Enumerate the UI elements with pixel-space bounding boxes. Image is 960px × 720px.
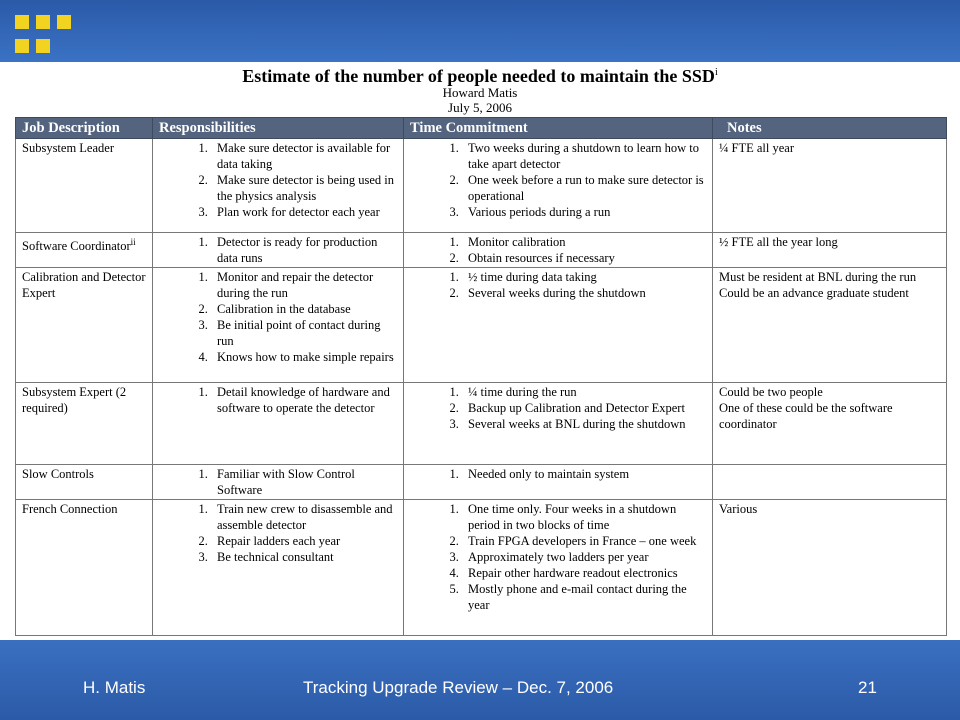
numbered-list bbox=[159, 501, 397, 565]
responsibilities-cell bbox=[153, 268, 404, 383]
responsibility-item: 1. Familiar with Slow Control Software bbox=[211, 466, 397, 498]
responsibilities-cell bbox=[153, 383, 404, 465]
note-line: Must be resident at BNL during the run bbox=[719, 270, 917, 284]
slide-title: Estimate of the number of people needed to maintain the SSD$^i$ bbox=[242, 66, 718, 86]
note-line: Various bbox=[719, 502, 758, 516]
notes-cell bbox=[713, 233, 947, 268]
staffing-table bbox=[15, 117, 947, 636]
job-title: Software Coordinator bbox=[22, 239, 131, 254]
note-line: ½ FTE all the year long bbox=[719, 235, 838, 249]
time-commitment-item: 2. Train FPGA developers in France – one week bbox=[462, 533, 706, 549]
time-commitment-cell bbox=[404, 233, 713, 268]
responsibility-item: 1. Train new crew to disassemble and assemble detector bbox=[211, 501, 397, 533]
job-description-cell bbox=[16, 465, 153, 500]
numbered-list bbox=[410, 140, 706, 220]
numbered-list bbox=[159, 384, 397, 416]
notes-cell bbox=[713, 500, 947, 636]
responsibility-item: 2. Calibration in the database bbox=[211, 301, 397, 317]
job-title: French Connection bbox=[22, 502, 118, 516]
time-commitment-item: 4. Repair other hardware readout electronics bbox=[462, 565, 706, 581]
table-header-row bbox=[16, 118, 947, 139]
numbered-list bbox=[159, 234, 397, 266]
numbered-list bbox=[410, 384, 706, 432]
time-commitment-item: 1. Two weeks during a shutdown to learn how to take apart detector bbox=[462, 140, 706, 172]
responsibilities-cell bbox=[153, 465, 404, 500]
footer-event: Tracking Upgrade Review – Dec. 7, 2006 bbox=[303, 678, 614, 697]
numbered-list bbox=[159, 269, 397, 365]
responsibility-item: 2. Make sure detector is being used in the physics analysis bbox=[211, 172, 397, 204]
note-line: Could be an advance graduate student bbox=[719, 286, 909, 300]
responsibilities-cell bbox=[153, 500, 404, 636]
time-commitment-item: 1. One time only. Four weeks in a shutdown period in two blocks of time bbox=[462, 501, 706, 533]
responsibility-item: 3. Plan work for detector each year bbox=[211, 204, 397, 220]
job-description-cell bbox=[16, 139, 153, 233]
time-commitment-item: 5. Mostly phone and e-mail contact during the year bbox=[462, 581, 706, 613]
table-row bbox=[16, 268, 947, 383]
time-commitment-item: 2. One week before a run to make sure detector is operational bbox=[462, 172, 706, 204]
footnote-marker: ii bbox=[130, 237, 136, 247]
note-line: ¼ FTE all year bbox=[719, 141, 794, 155]
job-title: Slow Controls bbox=[22, 467, 94, 481]
job-title: Subsystem Expert (2 required) bbox=[22, 385, 127, 415]
column-header: Responsibilities bbox=[153, 118, 404, 139]
note-line: Could be two people bbox=[719, 385, 823, 399]
job-title: Subsystem Leader bbox=[22, 141, 114, 155]
responsibility-item: 1. Monitor and repair the detector during the run bbox=[211, 269, 397, 301]
slide-header-band bbox=[0, 0, 960, 62]
notes-cell bbox=[713, 465, 947, 500]
time-commitment-item: 1. ¼ time during the run bbox=[462, 384, 706, 400]
table-row bbox=[16, 465, 947, 500]
job-description-cell bbox=[16, 233, 153, 268]
date-line: July 5, 2006 bbox=[448, 100, 512, 115]
time-commitment-item: 1. Needed only to maintain system bbox=[462, 466, 706, 482]
responsibility-item: 2. Repair ladders each year bbox=[211, 533, 397, 549]
responsibility-item: 3. Be technical consultant bbox=[211, 549, 397, 565]
time-commitment-item: 1. Monitor calibration bbox=[462, 234, 706, 250]
time-commitment-item: 1. ½ time during data taking bbox=[462, 269, 706, 285]
numbered-list bbox=[159, 466, 397, 498]
responsibilities-cell bbox=[153, 139, 404, 233]
column-header: Notes bbox=[713, 118, 947, 139]
footer-author: H. Matis bbox=[83, 678, 146, 697]
job-description-cell bbox=[16, 500, 153, 636]
responsibilities-cell bbox=[153, 233, 404, 268]
responsibility-item: 3. Be initial point of contact during run bbox=[211, 317, 397, 349]
column-header: Time Commitment bbox=[404, 118, 713, 139]
time-commitment-cell bbox=[404, 383, 713, 465]
numbered-list bbox=[410, 466, 706, 482]
responsibility-item: 4. Knows how to make simple repairs bbox=[211, 349, 397, 365]
time-commitment-item: 3. Several weeks at BNL during the shutdown bbox=[462, 416, 706, 432]
note-line: One of these could be the software coordinator bbox=[719, 401, 893, 431]
time-commitment-cell bbox=[404, 465, 713, 500]
notes-cell bbox=[713, 139, 947, 233]
numbered-list bbox=[410, 501, 706, 613]
table-row bbox=[16, 500, 947, 636]
numbered-list bbox=[410, 234, 706, 266]
responsibility-item: 1. Make sure detector is available for data taking bbox=[211, 140, 397, 172]
time-commitment-item: 2. Backup up Calibration and Detector Expert bbox=[462, 400, 706, 416]
table-row bbox=[16, 139, 947, 233]
time-commitment-item: 2. Obtain resources if necessary bbox=[462, 250, 706, 266]
job-title: Calibration and Detector Expert bbox=[22, 270, 146, 300]
footer-page-number: 21 bbox=[858, 678, 877, 697]
responsibility-item: 1. Detector is ready for production data runs bbox=[211, 234, 397, 266]
table-row bbox=[16, 383, 947, 465]
table-row bbox=[16, 233, 947, 268]
notes-cell bbox=[713, 383, 947, 465]
time-commitment-cell bbox=[404, 500, 713, 636]
column-header: Job Description bbox=[16, 118, 153, 139]
notes-cell bbox=[713, 268, 947, 383]
time-commitment-item: 3. Various periods during a run bbox=[462, 204, 706, 220]
squares-logo-icon bbox=[15, 15, 85, 60]
time-commitment-cell bbox=[404, 139, 713, 233]
job-description-cell bbox=[16, 383, 153, 465]
numbered-list bbox=[159, 140, 397, 220]
time-commitment-cell bbox=[404, 268, 713, 383]
time-commitment-item: 3. Approximately two ladders per year bbox=[462, 549, 706, 565]
author-line: Howard Matis bbox=[442, 85, 518, 100]
responsibility-item: 1. Detail knowledge of hardware and software to operate the detector bbox=[211, 384, 397, 416]
numbered-list bbox=[410, 269, 706, 301]
time-commitment-item: 2. Several weeks during the shutdown bbox=[462, 285, 706, 301]
job-description-cell bbox=[16, 268, 153, 383]
